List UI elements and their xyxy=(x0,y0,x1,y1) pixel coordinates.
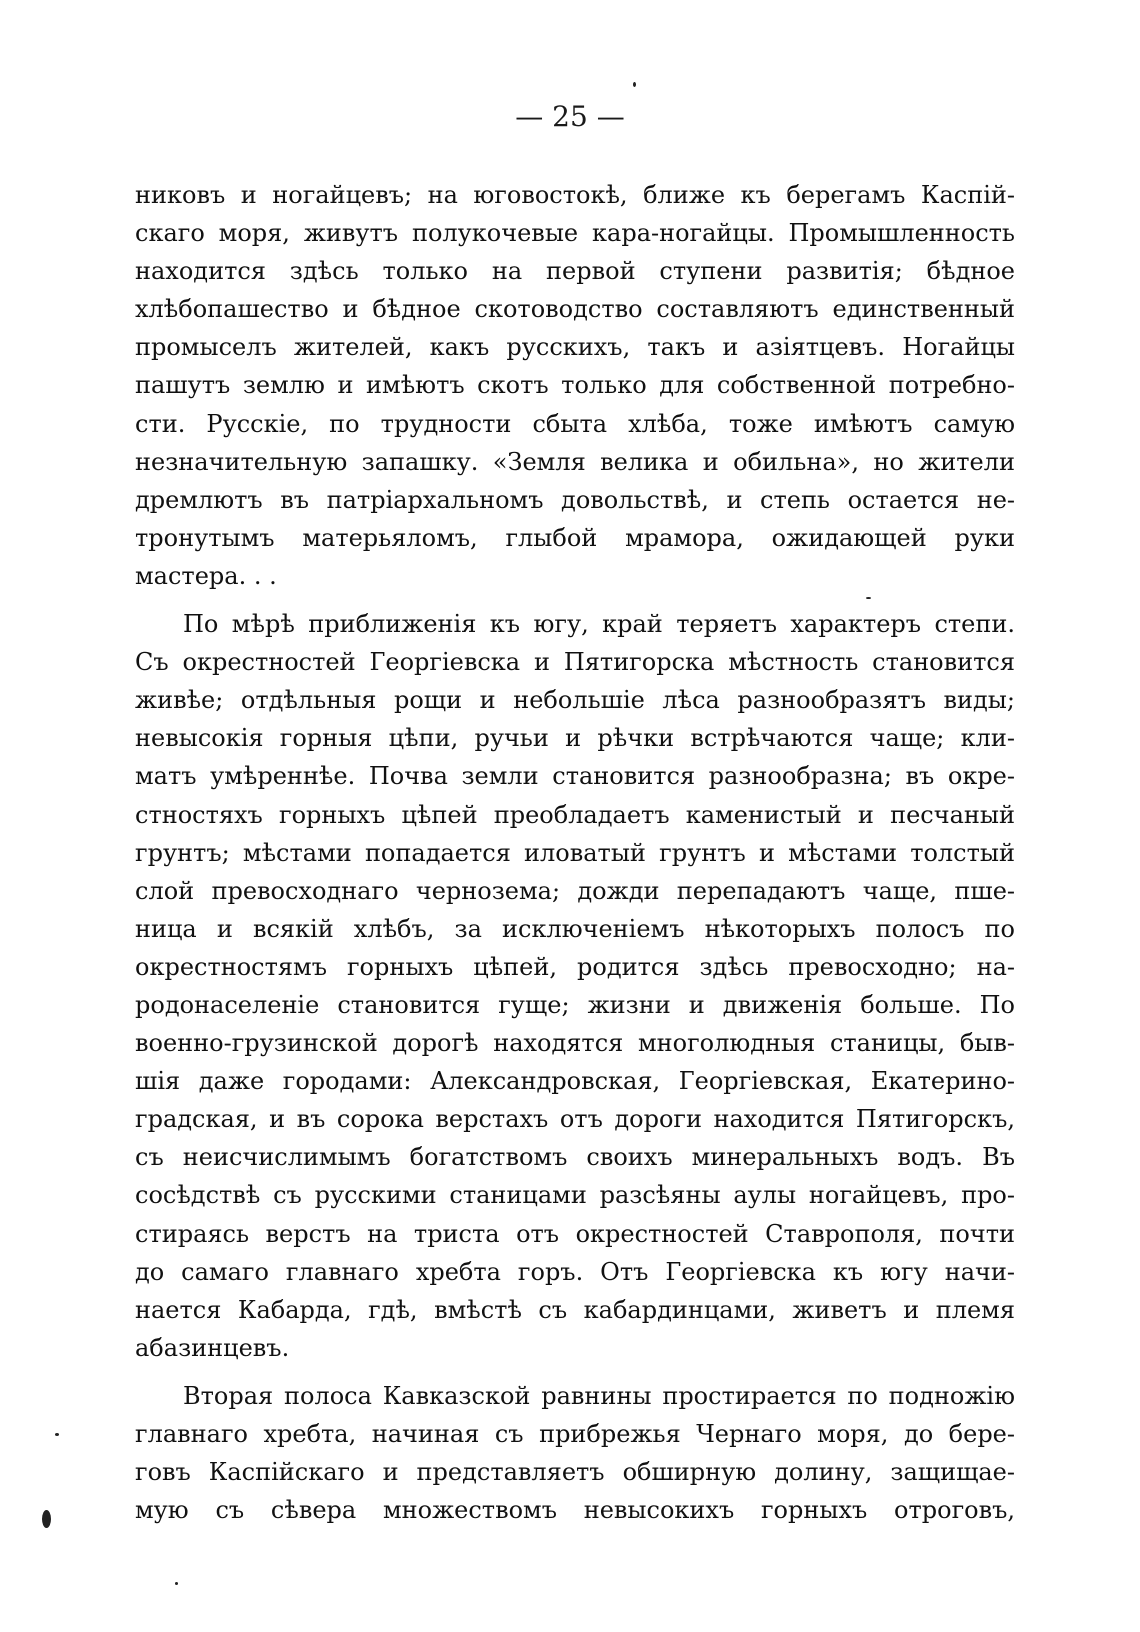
paragraph xyxy=(135,1377,1015,1529)
text-line: живѣе; отдѣльныя рощи и небольшіе лѣса разнообразятъ виды; xyxy=(135,686,1015,715)
text-line: хлѣбопашество и бѣдное скотоводство составляютъ единственный xyxy=(135,295,1015,324)
text-line: мую съ сѣвера множествомъ невысокихъ горныхъ отроговъ, xyxy=(135,1496,1015,1525)
text-line: главнаго хребта, начиная съ прибрежья Чернаго моря, до бере- xyxy=(135,1420,1015,1448)
text-line: промыселъ жителей, какъ русскихъ, такъ и азіятцевъ. Ногайцы xyxy=(135,333,1015,362)
paragraph-gap xyxy=(135,1367,1015,1377)
text-line: По мѣрѣ приближенія къ югу, край теряетъ характеръ степи. xyxy=(183,610,1015,639)
scan-speck xyxy=(866,597,871,599)
text-line: незначительную запашку. «Земля велика и обильна», но жители xyxy=(135,447,1015,476)
scan-speck xyxy=(42,1510,51,1528)
scan-speck xyxy=(633,82,636,87)
text-line: съ неисчислимымъ богатствомъ своихъ минеральныхъ водъ. Въ xyxy=(135,1143,1015,1172)
text-line: стностяхъ горныхъ цѣпей преобладаетъ каменистый и песчаный xyxy=(135,800,1015,829)
text-line: мастера. . . xyxy=(135,561,277,590)
text-line: градская, и въ сорока верстахъ отъ дороги находится Пятигорскъ, xyxy=(135,1105,1015,1134)
text-line: находится здѣсь только на первой ступени развитія; бѣдное xyxy=(135,257,1015,286)
text-line: военно-грузинской дорогѣ находятся многолюдныя станицы, быв- xyxy=(135,1029,1015,1058)
text-line: грунтъ; мѣстами попадается иловатый грунтъ и мѣстами толстый xyxy=(135,838,1015,867)
text-line: сти. Русскіе, по трудности сбыта хлѣба, тоже имѣютъ самую xyxy=(135,409,1015,438)
text-line: окрестностямъ горныхъ цѣпей, родится здѣсь превосходно; на- xyxy=(135,952,1015,981)
text-line: нается Кабарда, гдѣ, вмѣстѣ съ кабардинцами, живетъ и племя xyxy=(135,1295,1015,1324)
page-number: — 25 — xyxy=(515,100,625,133)
text-line: никовъ и ногайцевъ; на юговостокѣ, ближе къ берегамъ Каспій- xyxy=(135,181,1015,209)
text-line: родонаселеніе становится гуще; жизни и движенія больше. По xyxy=(135,990,1015,1019)
text-line: матъ умѣреннѣе. Почва земли становится разнообразна; въ окре- xyxy=(135,762,1015,791)
text-line: скаго моря, живутъ полукочевые кара-ногайцы. Промышленность xyxy=(135,219,1015,248)
paragraph xyxy=(135,605,1015,1367)
text-line: тронутымъ матерьяломъ, глыбой мрамора, ожидающей руки xyxy=(135,523,1015,552)
text-line: говъ Каспійскаго и представляетъ обширную долину, защищае- xyxy=(135,1458,1015,1487)
body-text xyxy=(135,176,1015,1529)
text-line: стираясь верстъ на триста отъ окрестностей Ставрополя, почти xyxy=(135,1219,1015,1248)
text-line: ница и всякій хлѣбъ, за исключеніемъ нѣкоторыхъ полосъ по xyxy=(135,914,1015,943)
text-line: шія даже городами: Александровская, Георгіевская, Екатерино- xyxy=(135,1067,1015,1096)
text-line: невысокія горныя цѣпи, ручьи и рѣчки встрѣчаются чаще; кли- xyxy=(135,724,1015,753)
scan-speck xyxy=(175,1582,178,1585)
scan-speck xyxy=(55,1433,59,1436)
text-line: пашутъ землю и имѣютъ скотъ только для собственной потребно- xyxy=(135,371,1015,400)
text-line: Съ окрестностей Георгіевска и Пятигорска мѣстность становится xyxy=(135,648,1015,677)
text-line: Вторая полоса Кавказской равнины простирается по подножію xyxy=(183,1381,1015,1410)
text-line: сосѣдствѣ съ русскими станицами разсѣяны аулы ногайцевъ, про- xyxy=(135,1181,1015,1210)
paragraph-gap xyxy=(135,595,1015,605)
text-line: абазинцевъ. xyxy=(135,1333,290,1362)
text-line: слой превосходнаго чернозема; дожди перепадаютъ чаще, пше- xyxy=(135,876,1015,905)
paragraph xyxy=(135,176,1015,595)
text-line: дремлютъ въ патріархальномъ довольствѣ, и степь остается не- xyxy=(135,485,1015,514)
text-line: до самаго главнаго хребта горъ. Отъ Георгіевска къ югу начи- xyxy=(135,1257,1015,1286)
